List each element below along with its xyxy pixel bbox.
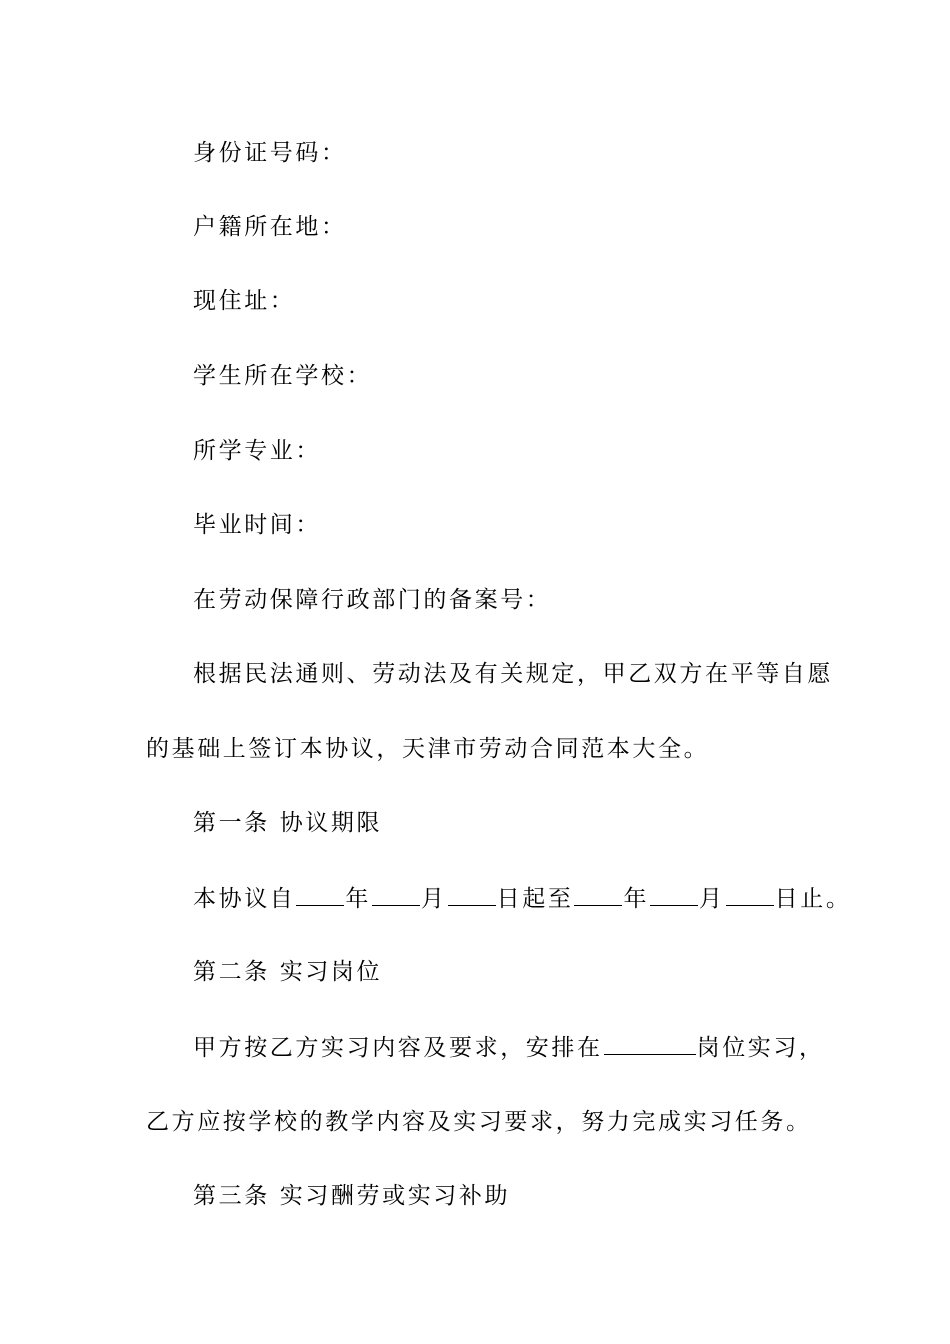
field-current-address: 现住址： — [193, 288, 296, 314]
term-day-start: 日起至 — [496, 886, 574, 912]
position-blank — [604, 1032, 696, 1055]
start-day-blank — [448, 883, 496, 906]
article-2-line-1-prefix: 甲方按乙方实习内容及要求，安排在 — [193, 1035, 603, 1061]
field-household-registration: 户籍所在地： — [193, 214, 347, 240]
end-day-blank — [726, 883, 774, 906]
start-year-blank — [296, 883, 344, 906]
term-year-1: 年 — [345, 886, 372, 912]
end-month-blank — [650, 883, 698, 906]
end-year-blank — [574, 883, 622, 906]
field-major: 所学专业： — [193, 438, 321, 464]
field-filing-number: 在劳动保障行政部门的备案号： — [193, 587, 552, 613]
field-id-number: 身份证号码： — [193, 140, 347, 166]
article-2-line-1 — [193, 1032, 825, 1063]
article-2-line-2: 乙方应按学校的教学内容及实习要求，努力完成实习任务。 — [146, 1109, 812, 1135]
preamble-line-1: 根据民法通则、劳动法及有关规定，甲乙双方在平等自愿 — [193, 661, 833, 687]
term-day-end: 日止。 — [774, 886, 852, 912]
field-school: 学生所在学校： — [193, 363, 373, 389]
term-prefix: 本协议自 — [193, 886, 296, 912]
article-2-title: 第二条 实习岗位 — [193, 959, 383, 985]
article-2-line-1-suffix: 岗位实习， — [696, 1035, 825, 1061]
term-month-2: 月 — [699, 886, 725, 912]
start-month-blank — [372, 883, 420, 906]
term-month-1: 月 — [421, 886, 447, 912]
field-graduation-time: 毕业时间： — [193, 512, 321, 538]
preamble-line-2: 的基础上签订本协议，天津市劳动合同范本大全。 — [146, 736, 710, 762]
article-1-title: 第一条 协议期限 — [193, 810, 383, 836]
article-1-term — [193, 883, 851, 914]
term-year-2: 年 — [623, 886, 650, 912]
article-3-title: 第三条 实习酬劳或实习补助 — [193, 1183, 511, 1209]
